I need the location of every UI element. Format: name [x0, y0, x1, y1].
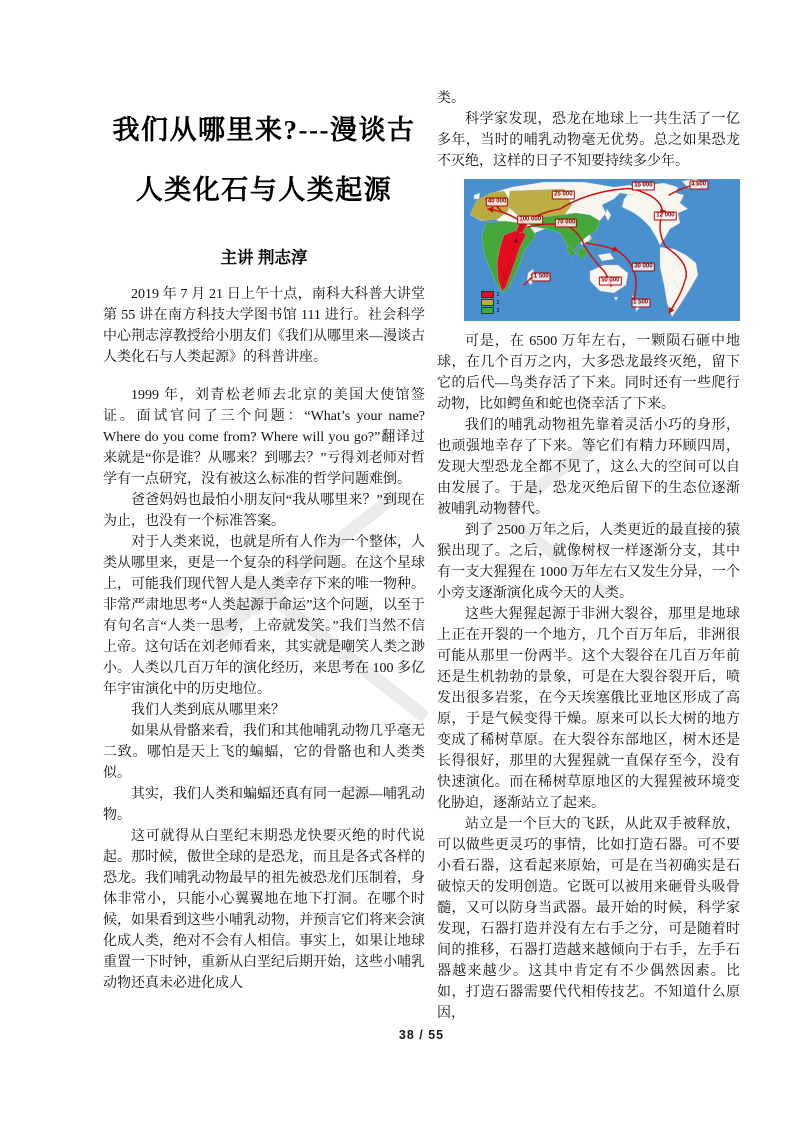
- paragraph: 爸爸妈妈也最怕小朋友问“我从哪里来？”到现在为止，也没有一个标准答案。: [103, 493, 425, 529]
- paragraph: 站立是一个巨大的飞跃，从此双手被释放，可以做些更灵巧的事情，比如打造石器。可不要小看石器，这看起来原始，可是在当初确实是石破惊天的发明创造。它既可以被用来砸骨头吸骨髓，又可以防身当武器。最开始的时候，科学家发现，石器打造并没有左右手之分，可是随着时间的推移，石器打造越来越倾向于右手，左手石器越来越少。这其中肯定有不少偶然因素。比如，打造石器需要代代相传技艺。不知道什么原因，: [437, 817, 740, 1021]
- paragraph: 我们人类到底从哪里来？: [131, 703, 285, 718]
- right-column-text-bottom: [437, 331, 740, 1024]
- legend-swatch: [481, 307, 494, 314]
- right-column-text-top: [437, 88, 740, 172]
- paragraph: 对于人类来说，也就是所有人作为一个整体，人类从哪里来，更是一个复杂的科学问题。在这个星球上，可能我们现代智人是人类幸存下来的唯一物种。非常严肃地思考“人类起源于命运”这个问题，以至于有句名言“人类一思考，上帝就发笑。”我们当然不信上帝。这句话在刘老师看来，其实就是嘲笑人类之渺小。人类以几百万年的演化经历，来思考在 100 多亿年宇宙演化中的历史地位。: [103, 535, 425, 697]
- left-column-text: [103, 284, 425, 994]
- map-date-label: 100 000: [519, 216, 542, 223]
- paragraph: 1999 年，刘青松老师去北京的美国大使馆签证。面试官问了三个问题：“What’s your name? Where do you come from? Where will you go?”翻译过来就是“你是谁？从哪来？到哪去？”亏得刘老师对哲学有一点研究，没有被这么标准的哲学问题难倒。: [103, 388, 425, 487]
- left-column: [103, 88, 425, 994]
- map-date-label: 1 500: [533, 273, 549, 280]
- map-legend-row: [481, 307, 500, 314]
- byline: 主讲 荆志淳: [220, 249, 308, 267]
- origin-marker: [514, 239, 518, 243]
- paragraph: 2019 年 7 月 21 日上午十点，南科大科普大讲堂第 55 讲在南方科技大学图书馆 111 进行。社会科学中心荆志淳教授给小朋友们《我们从哪里来—漫谈古人类化石与人类起源》的科普讲座。: [103, 287, 425, 365]
- map-date-label: 40 000: [487, 198, 507, 205]
- paragraph: 我们的哺乳动物祖先靠着灵活小巧的身形，也顽强地幸存了下来。等它们有精力环顾四周，发现大型恐龙全都不见了，这么大的空间可以自由发展了。于是，恐龙灭绝后留下的生态位逐渐被哺乳动物替代。: [437, 418, 740, 517]
- map-legend: [481, 291, 500, 315]
- migration-map-figure: [464, 179, 740, 321]
- map-date-label: 15 000: [634, 182, 653, 189]
- paragraph: 类。: [437, 91, 465, 106]
- legend-label: 3: [496, 307, 500, 314]
- footer-page-number: 38 / 55: [398, 1028, 445, 1042]
- map-date-label: 12 000: [656, 212, 675, 219]
- map-date-label: 4 500: [691, 181, 707, 188]
- paragraph: 这些大猩猩起源于非洲大裂谷，那里是地球上正在开裂的一个地方，几个百万年后，非洲很可能从那里一份两半。这个大裂谷在几百万年前还是生机勃勃的景象，可是在大裂谷裂开后，喷发出很多岩浆，在今天埃塞俄比亚地区形成了高原，于是气候变得干燥。原来可以长大树的地方变成了稀树草原。在大裂谷东部地区，树木还是长得很好，那里的大猩猩就一直保存至今，没有快速演化。而在稀树草原地区的大猩猩被环境变化胁迫，逐渐站立了起来。: [437, 607, 740, 811]
- legend-label: 2: [496, 299, 500, 306]
- article-title-line-1: 我们从哪里来?---漫谈古: [112, 115, 416, 145]
- paragraph: 这可就得从白垩纪末期恐龙快要灭绝的时代说起。那时候，傲世全球的是恐龙，而且是各式各样的恐龙。我们哺乳动物最早的祖先被恐龙们压制着，身体非常小，只能小心翼翼地在地下打洞。在哪个时候，如果看到这些小哺乳动物，并预言它们将来会演化成人类，绝对不会有人相信。事实上，如果让地球重置一下时钟，重新从白垩纪后期开始，这些小哺乳动物还真未必进化成人: [103, 829, 425, 991]
- map-date-label: 50 000: [601, 277, 620, 284]
- map-date-label: 25 000: [554, 191, 573, 198]
- paragraph: 其实，我们人类和蝙蝠还真有同一起源—哺乳动物。: [103, 787, 425, 823]
- paragraph: 可是，在 6500 万年左右，一颗陨石砸中地球，在几个百万之内，大多恐龙最终灭绝，留下它的后代—鸟类存活了下来。同时还有一些爬行动物，比如鳄鱼和蛇也侥幸活了下来。: [437, 334, 740, 412]
- paragraph: 到了 2500 万年之后，人类更近的最直接的猿猴出现了。之后，就像树杈一样逐渐分支，其中有一支大猩猩在 1000 万年左右又发生分异，一个小旁支逐渐演化成今天的人类。: [437, 523, 740, 601]
- map-date-label: 70 000: [556, 219, 576, 226]
- map-legend-row: [481, 299, 500, 306]
- article-title-line-2: 人类化石与人类起源: [135, 175, 393, 205]
- paragraph: 科学家发现，恐龙在地球上一共生活了一亿多年，当时的哺乳动物毫无优势。总之如果恐龙不灭绝，这样的日子不知要持续多少年。: [437, 112, 740, 169]
- legend-label: 1: [496, 291, 500, 298]
- map-date-label: 30 000: [634, 263, 653, 270]
- paragraph: 如果从骨骼来看，我们和其他哺乳动物几乎毫无二致。哪怕是天上飞的蝙蝠，它的骨骼也和人类类似。: [103, 724, 425, 781]
- legend-swatch: [481, 291, 494, 298]
- right-column: [437, 88, 740, 1024]
- map-legend-row: [481, 291, 500, 298]
- article-title: [103, 100, 425, 220]
- legend-swatch: [481, 299, 494, 306]
- map-date-label: 1 500: [633, 299, 649, 306]
